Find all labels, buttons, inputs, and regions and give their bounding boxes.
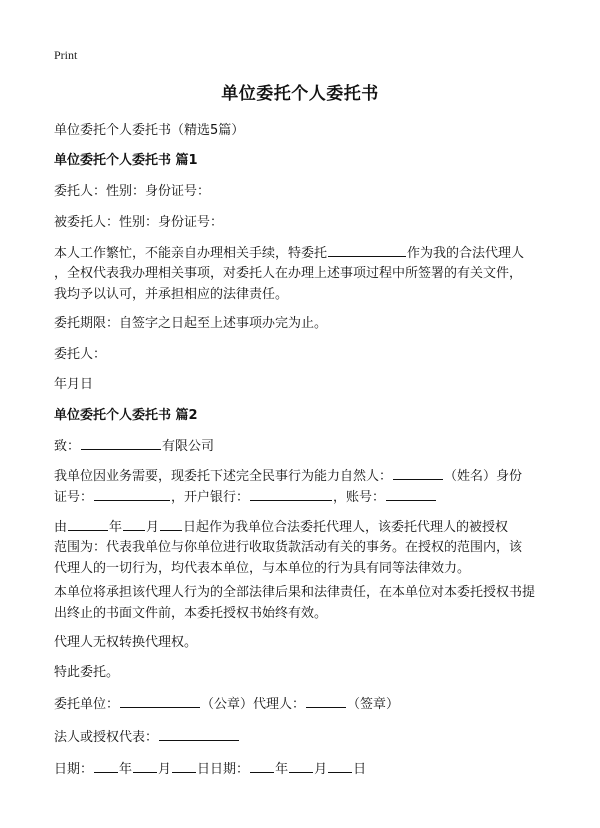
body-text: （姓名）身份	[444, 469, 523, 484]
section1-period: 委托期限：自签字之日起至上述事项办完为止。	[54, 316, 328, 331]
person-name-blank	[393, 465, 443, 480]
body-text: 月	[146, 520, 160, 535]
date1-month-blank	[133, 758, 157, 773]
section2-to-line	[54, 435, 546, 457]
body-text: 月	[314, 762, 328, 777]
agent-sign-blank	[306, 693, 346, 708]
section1-principal: 委托人：性别：身份证号：	[54, 184, 211, 199]
entrusting-unit-blank	[120, 693, 200, 708]
bank-blank	[250, 486, 332, 501]
section2-p3-line2: 出终止的书面文件前，本委托授权书始终有效。	[54, 606, 328, 621]
section2-heading: 单位委托个人委托书 篇2	[54, 408, 198, 423]
section2-p2-line2: 范围为：代表我单位与你单位进行收取货款活动有关的事务。在授权的范围内，该	[54, 540, 523, 555]
agent-name-blank	[328, 242, 406, 257]
section1-date: 年月日	[54, 377, 94, 392]
document-title: 单位委托个人委托书	[221, 84, 379, 104]
section2-p3-line1: 本单位将承担该代理人行为的全部法律后果和法律责任，在本单位对本委托授权书提	[54, 585, 536, 600]
section1-agent: 被委托人：性别：身份证号：	[54, 215, 224, 230]
section1-heading: 单位委托个人委托书 篇1	[54, 153, 198, 168]
section2-date-line	[54, 758, 546, 780]
document-subtitle: 单位委托个人委托书（精选5篇）	[54, 123, 245, 138]
body-text: 证号：	[54, 490, 94, 505]
date2-year-blank	[250, 758, 274, 773]
body-text: 年	[109, 520, 123, 535]
section1-body-line3: 我均予以认可，并承担相应的法律责任。	[54, 287, 289, 302]
section2-hereby: 特此委托。	[54, 665, 120, 680]
start-month-blank	[123, 516, 145, 531]
body-text: 日期：	[54, 762, 94, 777]
date2-day-blank	[328, 758, 352, 773]
account-blank	[386, 486, 436, 501]
body-text: 日	[353, 762, 367, 777]
body-text: 日起作为我单位合法委托代理人，该委托代理人的被授权	[183, 520, 509, 535]
date1-year-blank	[94, 758, 118, 773]
start-year-blank	[68, 516, 108, 531]
body-text: 法人或授权代表：	[54, 730, 159, 745]
body-text: 本人工作繁忙，不能亲自办理相关手续，特委托	[54, 246, 328, 261]
company-suffix: 有限公司	[162, 439, 215, 454]
date1-day-blank	[172, 758, 196, 773]
legal-rep-blank	[159, 726, 239, 741]
body-text: ，账号：	[333, 490, 386, 505]
body-text: 日日期：	[197, 762, 250, 777]
start-day-blank	[160, 516, 182, 531]
body-text: ，开户银行：	[171, 490, 250, 505]
body-text: （签章）	[347, 697, 400, 712]
body-text: 我单位因业务需要，现委托下述完全民事行为能力自然人：	[54, 469, 393, 484]
section2-p2-line3: 代理人的一切行为，均代表本单位，与本单位的行为具有同等法律效力。	[54, 561, 471, 576]
section2-p1-line1	[54, 465, 546, 487]
body-text: 委托单位：	[54, 697, 120, 712]
id-number-blank	[94, 486, 170, 501]
section2-sign-line	[54, 693, 546, 715]
body-text: 由	[54, 520, 68, 535]
company-name-blank	[81, 435, 161, 450]
body-text: 年	[119, 762, 133, 777]
to-label: 致：	[54, 439, 81, 454]
date2-month-blank	[289, 758, 313, 773]
section2-legal-rep	[54, 726, 546, 748]
section2-p1-line2	[54, 486, 546, 508]
body-text: 月	[158, 762, 172, 777]
section2-p2-line1	[54, 516, 546, 538]
print-label[interactable]: Print	[54, 48, 78, 62]
section1-sign: 委托人：	[54, 347, 107, 362]
section2-no-transfer: 代理人无权转换代理权。	[54, 635, 198, 650]
section1-body-line2: ，全权代表我办理相关事项，对委托人在办理上述事项过程中所签署的有关文件，	[54, 266, 523, 281]
section1-body-line1	[54, 242, 546, 264]
body-text: （公章）代理人：	[201, 697, 306, 712]
body-text: 作为我的合法代理人	[407, 246, 525, 261]
body-text: 年	[275, 762, 289, 777]
